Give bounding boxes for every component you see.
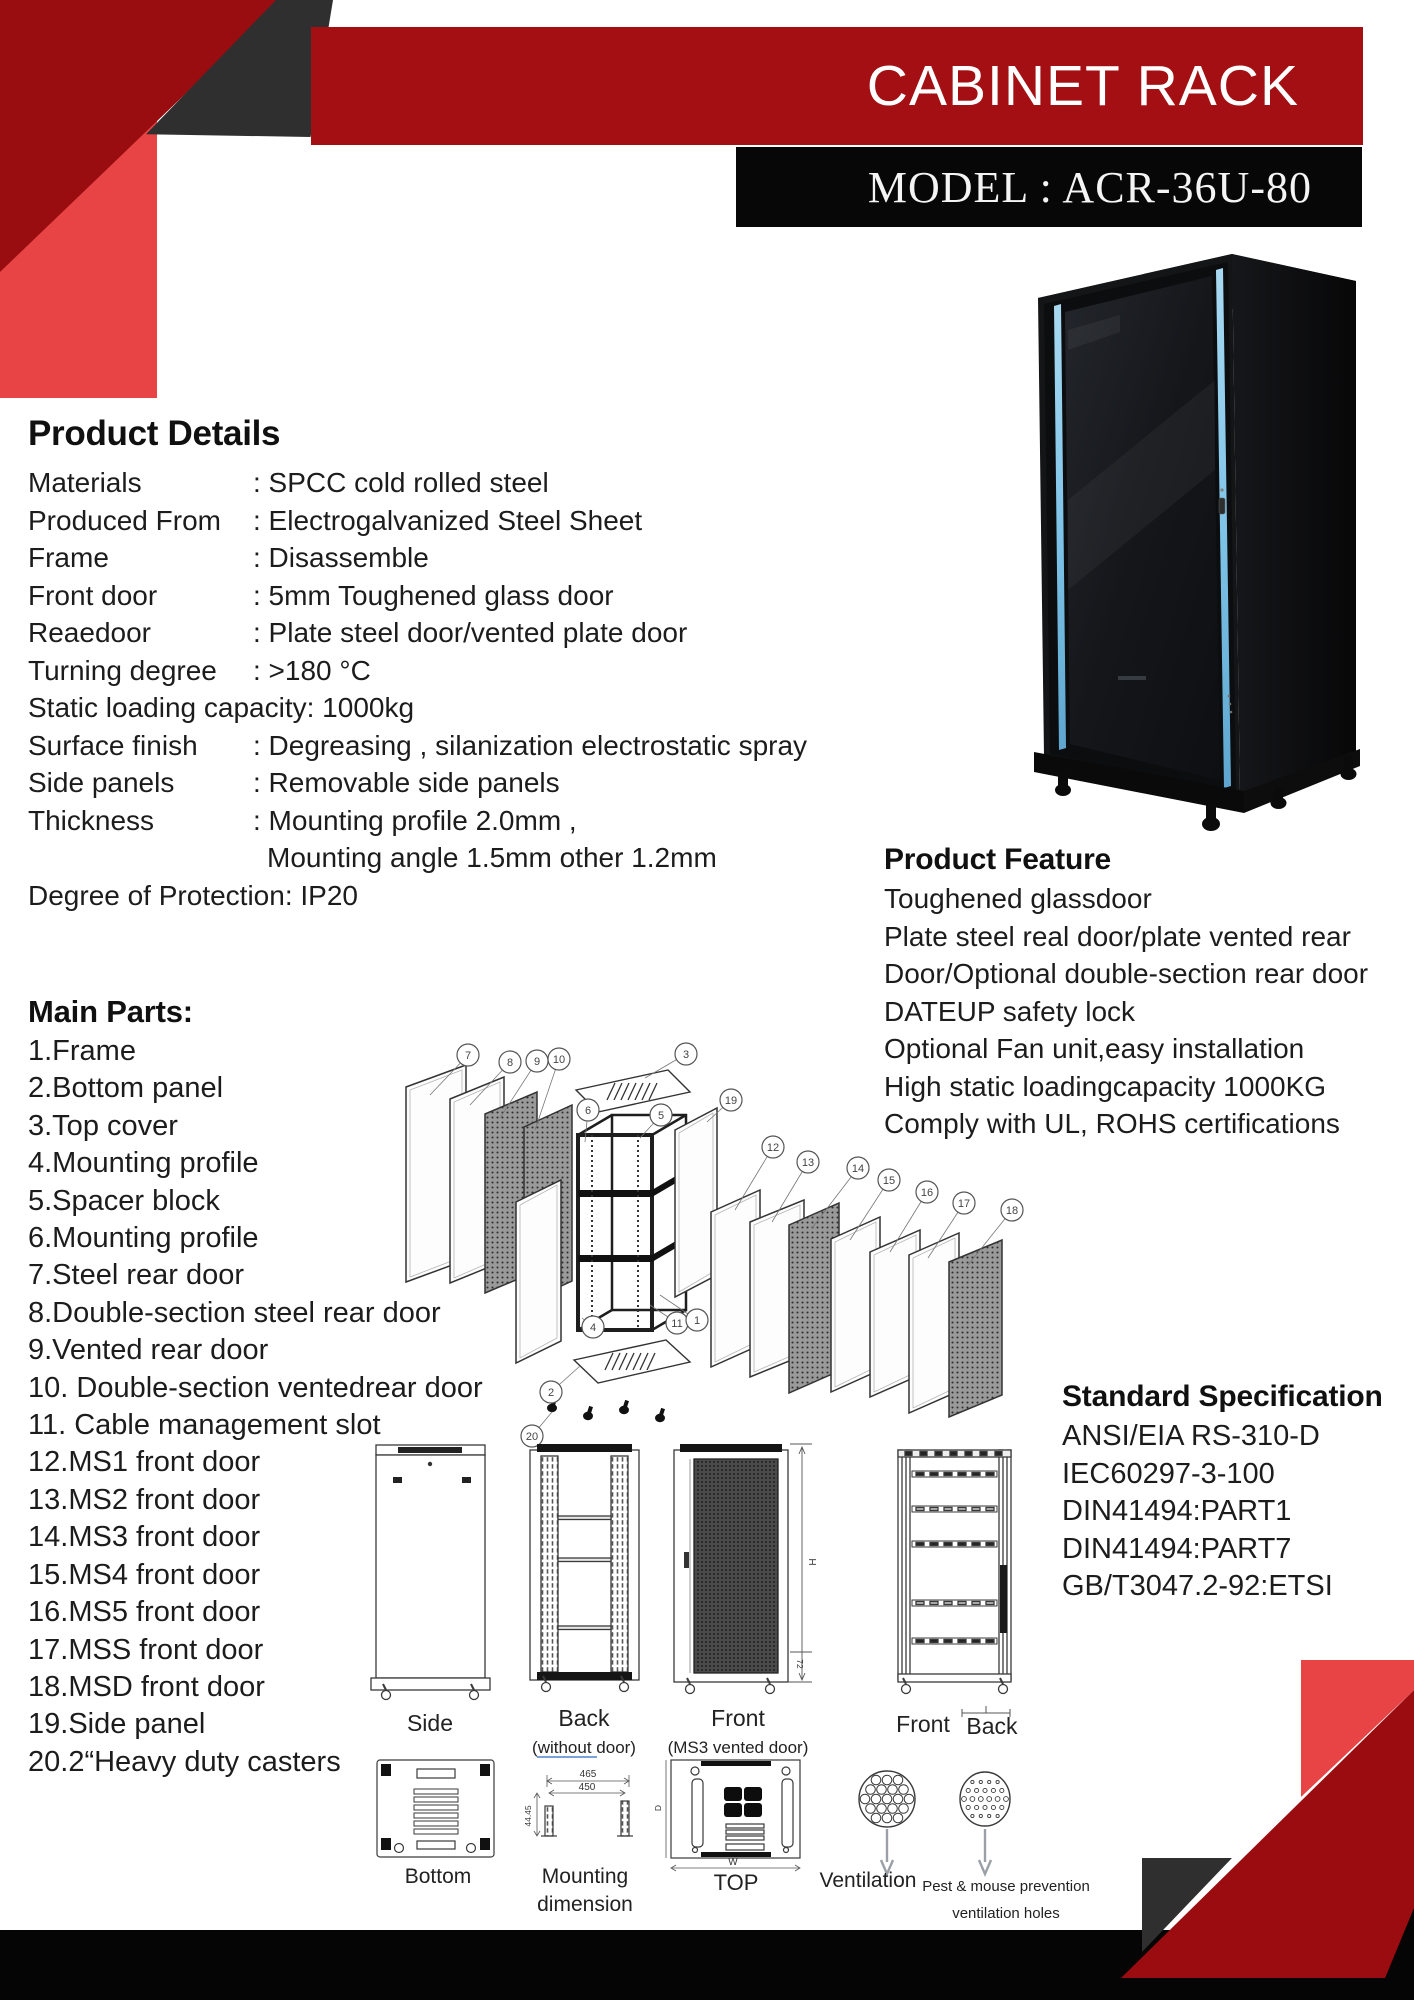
pest-hole	[971, 1780, 974, 1783]
rung-hole	[986, 1473, 994, 1476]
tick	[995, 1452, 1002, 1456]
side-view-drawing	[371, 1445, 490, 1700]
ventilation-label: Ventilation	[819, 1869, 917, 1892]
vent-hole	[888, 1804, 898, 1814]
detail-value: : Disassemble	[253, 542, 429, 573]
rung-hole	[930, 1640, 938, 1643]
rung	[912, 1541, 997, 1547]
dim-H: H	[806, 1558, 817, 1566]
model-number: MODEL : ACR-36U-80	[867, 162, 1312, 212]
main-part-item: 17.MSS front door	[28, 1633, 264, 1666]
detail-value: : Plate steel door/vented plate door	[253, 617, 688, 648]
mounting-label-2: dimension	[537, 1893, 633, 1916]
side-label: Side	[406, 1710, 454, 1736]
vent-hole	[893, 1775, 903, 1785]
caster-part	[583, 1406, 593, 1420]
bottom-view-drawing	[377, 1760, 494, 1857]
rung-hole	[916, 1508, 924, 1511]
top-view-drawing	[666, 1760, 800, 1871]
tick	[905, 1452, 912, 1456]
rung-hole	[972, 1640, 980, 1643]
part-number: 14	[851, 1163, 865, 1175]
detail-label: Surface finish	[28, 729, 198, 761]
part-number: 10	[552, 1054, 566, 1066]
vented-panel-part	[949, 1240, 1002, 1417]
product-details-heading: Product Details	[28, 414, 281, 453]
rung	[912, 1471, 997, 1477]
feature-line: Optional Fan unit,easy installation	[884, 1033, 1305, 1064]
vent-hole	[871, 1794, 881, 1804]
part-number: 11	[671, 1318, 683, 1330]
detail-value: : >180 °C	[253, 654, 371, 686]
rung-hole	[958, 1640, 966, 1643]
dim-4445: 44.45	[523, 1805, 533, 1827]
rung-hole	[958, 1473, 966, 1476]
main-part-item: 4.Mounting profile	[28, 1147, 259, 1180]
bottom-panel-part	[574, 1340, 690, 1383]
spec-item: GB/T3047.2-92:ETSI	[1062, 1570, 1333, 1603]
main-part-item: 15.MS4 front door	[28, 1558, 261, 1591]
cabinet-logo-mark	[1118, 676, 1146, 680]
ventilation-drawing	[859, 1771, 915, 1874]
detail-label: Front door	[28, 579, 158, 611]
vent-hole	[899, 1785, 909, 1795]
main-part-item: 13.MS2 front door	[28, 1483, 261, 1516]
main-part-item: 6.Mounting profile	[28, 1222, 259, 1255]
pest-hole	[971, 1814, 974, 1817]
rung-hole	[930, 1473, 938, 1476]
front-sublabel: (MS3 vented door)	[667, 1738, 809, 1757]
exploded-parts-diagram	[406, 1043, 1023, 1447]
main-part-item: 3.Top cover	[28, 1109, 178, 1142]
slat	[414, 1813, 458, 1818]
feature-line: Plate steel real door/plate vented rear	[884, 920, 1351, 952]
detail-value: : Removable side panels	[253, 767, 560, 798]
detail-label: Degree of Protection	[28, 879, 285, 911]
rung-hole	[986, 1543, 994, 1546]
slat	[414, 1829, 458, 1834]
spec-item: DIN41494:PART1	[1062, 1495, 1292, 1528]
detail-label: Thickness	[28, 804, 155, 836]
slat	[414, 1805, 458, 1810]
caster-part	[619, 1400, 629, 1414]
cabinet-side-panel	[1232, 254, 1356, 795]
pest-hole	[975, 1788, 979, 1792]
vent-hole	[899, 1804, 909, 1814]
main-part-item: 16.MS5 front door	[28, 1596, 261, 1629]
rung	[912, 1506, 997, 1512]
feature-line: Comply with UL, ROHS certifications	[884, 1108, 1340, 1139]
main-part-item: 2.Bottom panel	[28, 1072, 224, 1105]
rung-hole	[958, 1602, 966, 1605]
front-label: Front	[711, 1705, 765, 1731]
main-part-item: 8.Double-section steel rear door	[28, 1296, 441, 1329]
dim-465: 465	[579, 1769, 597, 1780]
main-part-item: 19.Side panel	[28, 1708, 206, 1741]
pest-hole	[991, 1788, 995, 1792]
pest-hole	[970, 1797, 975, 1802]
lock-dot	[1220, 488, 1223, 491]
spec-item: DIN41494:PART7	[1062, 1532, 1292, 1565]
pest-prevention-drawing	[960, 1772, 1010, 1874]
slat	[414, 1789, 458, 1794]
part-number: 16	[920, 1187, 934, 1199]
part-number: 12	[766, 1142, 780, 1154]
pest-label-2: ventilation holes	[952, 1905, 1060, 1922]
vent-hole	[877, 1785, 887, 1795]
part-number: 1	[693, 1315, 701, 1327]
rung-hole	[972, 1543, 980, 1546]
part-number: 4	[589, 1322, 597, 1334]
part-number: 7	[464, 1050, 472, 1062]
rung-hole	[944, 1543, 952, 1546]
pest-hole	[979, 1814, 982, 1817]
detail-views-row	[377, 1760, 1010, 1874]
vent-hole	[882, 1813, 892, 1823]
rung-hole	[916, 1602, 924, 1605]
rung-hole	[986, 1602, 994, 1605]
vent-hole	[860, 1794, 870, 1804]
rung-hole	[944, 1602, 952, 1605]
part-number: 5	[657, 1110, 665, 1122]
pest-hole	[975, 1805, 979, 1809]
pest-hole	[987, 1797, 992, 1802]
pest-arrow	[979, 1829, 991, 1874]
rung-hole	[930, 1543, 938, 1546]
caster-part	[655, 1408, 665, 1422]
feature-line: Toughened glassdoor	[884, 883, 1152, 914]
vent-hole	[871, 1775, 881, 1785]
detail-label: Static loading capacity	[28, 692, 307, 723]
detail-label: Frame	[28, 542, 109, 573]
part-number: 20	[525, 1431, 539, 1443]
detail-label: Side panels	[28, 767, 175, 798]
pest-hole	[978, 1797, 983, 1802]
rung-hole	[944, 1640, 952, 1643]
cabinet-photo	[1034, 254, 1360, 831]
slat	[414, 1797, 458, 1802]
pest-hole	[1004, 1797, 1009, 1802]
detail-value: Mounting angle 1.5mm other 1.2mm	[267, 842, 717, 873]
hinge-dot	[1230, 711, 1233, 714]
pest-hole	[988, 1780, 991, 1783]
fb-front-label: Front	[896, 1711, 950, 1737]
part-number: 3	[682, 1049, 690, 1061]
pest-hole	[988, 1814, 991, 1817]
detail-label: Materials	[28, 467, 142, 498]
frame-view-drawing	[898, 1450, 1011, 1717]
vent-hole	[882, 1794, 892, 1804]
vent-hole	[893, 1794, 903, 1804]
main-part-item: 11. Cable management slot	[28, 1409, 381, 1442]
detail-value: : IP20	[284, 879, 358, 911]
rung-hole	[944, 1508, 952, 1511]
rung-hole	[930, 1508, 938, 1511]
part-number: 9	[533, 1056, 541, 1068]
tick	[920, 1452, 927, 1456]
vent-hole	[866, 1785, 876, 1795]
hinge-dot	[1228, 695, 1231, 698]
front-view-drawing	[674, 1444, 812, 1694]
detail-value: : 1000kg	[306, 692, 415, 723]
detail-label: Produced From	[28, 504, 221, 536]
pest-hole	[983, 1805, 987, 1809]
back-sublabel: (without door)	[532, 1738, 636, 1757]
main-part-item: 7.Steel rear door	[28, 1259, 245, 1292]
tick	[935, 1452, 942, 1456]
rung-hole	[916, 1473, 924, 1476]
part-number: 6	[584, 1105, 592, 1117]
dim-D: D	[653, 1804, 663, 1812]
frame-part	[578, 1115, 686, 1330]
feature-line: High static loadingcapacity 1000KG	[884, 1070, 1327, 1102]
slat	[414, 1821, 458, 1826]
rung-hole	[944, 1473, 952, 1476]
ventilation-arrow	[881, 1829, 893, 1874]
pest-hole	[983, 1788, 987, 1792]
main-part-item: 5.Spacer block	[28, 1184, 220, 1217]
dim-72: 72	[795, 1659, 805, 1669]
dim-450: 450	[578, 1782, 596, 1793]
vent-hole	[871, 1813, 881, 1823]
main-part-item: 18.MSD front door	[28, 1670, 265, 1703]
detail-value: : Electrogalvanized Steel Sheet	[253, 504, 643, 536]
pest-hole	[991, 1805, 995, 1809]
product-feature-heading: Product Feature	[884, 843, 1112, 876]
part-number: 8	[506, 1057, 514, 1069]
feature-line: DATEUP safety lock	[884, 995, 1136, 1027]
vent-hole	[866, 1804, 876, 1814]
part-number: 15	[882, 1175, 896, 1187]
vent-hole	[888, 1785, 898, 1795]
vent-hole	[904, 1794, 914, 1804]
main-part-item: 14.MS3 front door	[28, 1521, 261, 1554]
bottom-label: Bottom	[404, 1865, 472, 1888]
pest-hole	[966, 1805, 970, 1809]
rung-hole	[972, 1602, 980, 1605]
top-label: TOP	[713, 1870, 759, 1895]
spec-item: IEC60297-3-100	[1062, 1457, 1275, 1490]
vent-hole	[877, 1804, 887, 1814]
rung-hole	[916, 1543, 924, 1546]
detail-label: Reaedoor	[28, 617, 151, 648]
hinge-dot	[1229, 703, 1232, 706]
main-part-item: 1.Frame	[28, 1035, 136, 1067]
tick	[965, 1452, 972, 1456]
pest-hole	[962, 1797, 967, 1802]
detail-value: : Degreasing , silanization electrostatic spray	[253, 729, 808, 761]
pest-label-1: Pest & mouse prevention	[922, 1878, 1090, 1895]
fb-back-label: Back	[966, 1713, 1018, 1739]
back-view-drawing	[530, 1444, 639, 1692]
main-part-item: 20.2“Heavy duty casters	[28, 1745, 341, 1778]
rung-hole	[986, 1508, 994, 1511]
pest-hole	[1000, 1805, 1004, 1809]
rung-hole	[916, 1640, 924, 1643]
spec-item: ANSI/EIA RS-310-D	[1062, 1420, 1320, 1452]
rack-views-row	[371, 1444, 1011, 1717]
rung	[912, 1638, 997, 1644]
standard-specification-heading: Standard Specification	[1062, 1380, 1383, 1413]
pest-hole	[996, 1780, 999, 1783]
pest-hole	[979, 1780, 982, 1783]
detail-label: Turning degree	[28, 654, 217, 686]
tick	[980, 1452, 987, 1456]
feature-line: Door/Optional double-section rear door	[884, 958, 1369, 989]
part-number: 13	[801, 1157, 815, 1169]
main-part-item: 12.MS1 front door	[28, 1446, 261, 1479]
back-label: Back	[558, 1705, 610, 1731]
rung-hole	[930, 1602, 938, 1605]
vent-hole	[882, 1775, 892, 1785]
vent-hole	[893, 1813, 903, 1823]
part-number: 18	[1005, 1205, 1019, 1217]
pest-hole	[1000, 1788, 1004, 1792]
mounting-label-1: Mounting	[541, 1865, 629, 1888]
dim-W: W	[728, 1857, 738, 1868]
detail-value: : SPCC cold rolled steel	[253, 467, 549, 498]
rung-hole	[958, 1508, 966, 1511]
part-number: 17	[957, 1198, 971, 1210]
tick	[950, 1452, 957, 1456]
pest-hole	[996, 1814, 999, 1817]
rung-hole	[958, 1543, 966, 1546]
main-part-item: 10. Double-section ventedrear door	[28, 1371, 483, 1404]
door-lock	[1219, 498, 1225, 514]
page-title: CABINET RACK	[866, 54, 1299, 118]
pest-hole	[995, 1797, 1000, 1802]
part-number: 2	[547, 1387, 555, 1399]
main-part-item: 9.Vented rear door	[28, 1334, 269, 1367]
main-parts-heading: Main Parts:	[28, 994, 193, 1029]
detail-value: : Mounting profile 2.0mm ,	[253, 804, 577, 836]
panel-part	[516, 1180, 561, 1363]
rung-hole	[972, 1473, 980, 1476]
detail-value: : 5mm Toughened glass door	[253, 579, 614, 611]
pest-hole	[966, 1788, 970, 1792]
part-number: 19	[724, 1095, 738, 1107]
rung	[912, 1600, 997, 1606]
rung-hole	[972, 1508, 980, 1511]
rung-hole	[986, 1640, 994, 1643]
